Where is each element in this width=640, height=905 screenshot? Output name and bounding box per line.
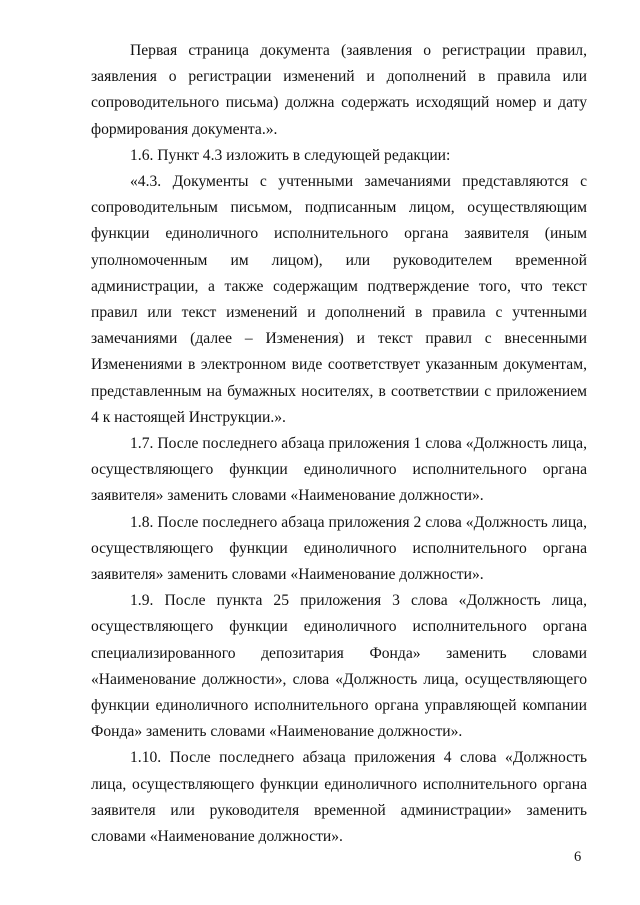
paragraph-1-6: 1.6. Пункт 4.3 изложить в следующей редакции: [130, 146, 451, 164]
page-number: 6 [574, 849, 582, 865]
paragraph-4-3: «4.3. Документы с учтенными замечаниями представляются с сопроводительным письмом, подписанным лицом, осуществляющим функции единоличного исполнительного органа заявителя (иным уполномоченным им лицом), или руководителем временной администрации, а также содержащим подтверждение того, что текст правил или текст изменений и дополнений в правила с учтенными замечаниями (далее – Изменения) и текст правил с внесенными Изменениями в электронном виде соответствует указанным документам, представленным на бумажных носителях, в соответствии с приложением 4 к настоящей Инструкции.». [91, 173, 587, 426]
paragraph-1-9: 1.9. После пункта 25 приложения 3 слова «Должность лица, осуществляющего функции единоличного исполнительного органа специализированного депозитария Фонда» заменить словами «Наименование должности», слова «Должность лица, осуществляющего функции единоличного исполнительного органа управляющей компании Фонда» заменить словами «Наименование должности». [91, 592, 587, 741]
paragraph-1-7: 1.7. После последнего абзаца приложения 1 слова «Должность лица, осуществляющего функции единоличного исполнительного органа заявителя» заменить словами «Наименование должности». [91, 435, 587, 505]
paragraph-first-page-requirement: Первая страница документа (заявления о регистрации правил, заявления о регистрации изменений и дополнений в правила или сопроводительного письма) должна содержать исходящий номер и дату формирования документа.». [91, 42, 587, 138]
paragraph-1-8: 1.8. После последнего абзаца приложения 2 слова «Должность лица, осуществляющего функции единоличного исполнительного органа заявителя» заменить словами «Наименование должности». [91, 513, 587, 584]
document-body [91, 38, 587, 850]
paragraph-1-10: 1.10. После последнего абзаца приложения 4 слова «Должность лица, осуществляющего функции единоличного исполнительного органа заявителя или руководителя временной администрации» заменить словами «Наименование должности». [91, 749, 587, 846]
